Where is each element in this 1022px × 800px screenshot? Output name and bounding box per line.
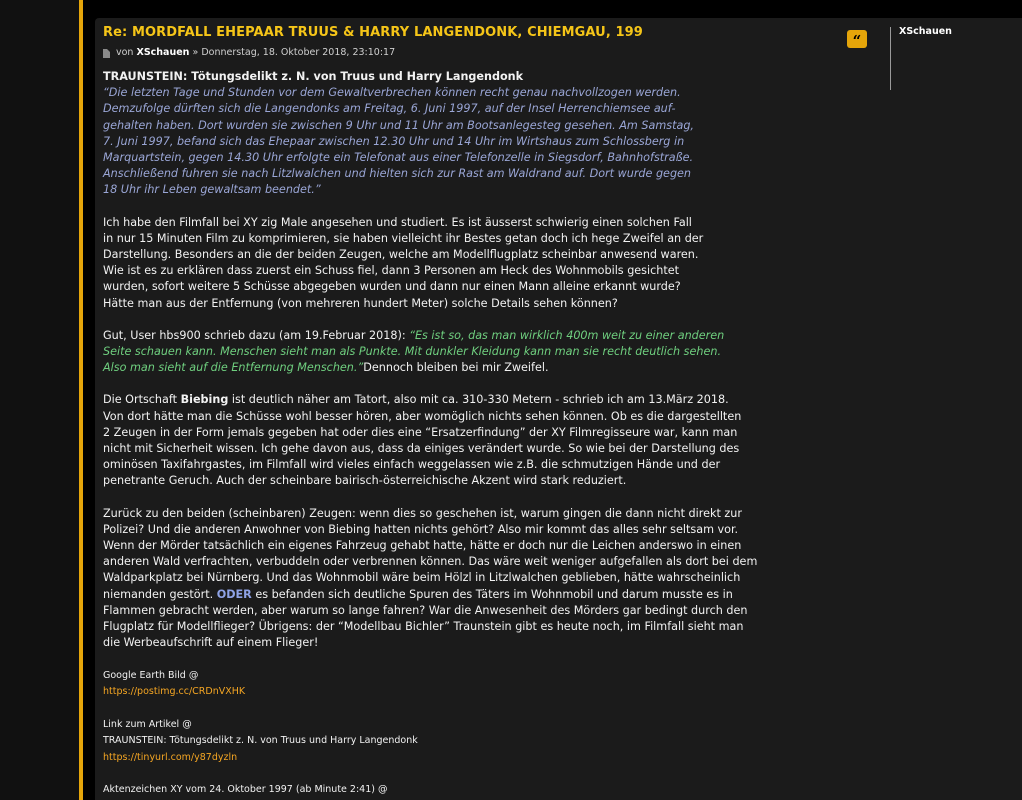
text-line: Wenn der Mörder tatsächlich ein eigenes Fahrzeug gehabt hatte, hätte er doch nur die Leichen anderswo in einen xyxy=(103,539,742,553)
bold-place: Biebing xyxy=(180,393,229,407)
post-title[interactable]: Re: MORDFALL EHEPAAR TRUUS & HARRY LANGENDONK, CHIEMGAU, 199 xyxy=(103,25,643,40)
content-heading: TRAUNSTEIN: Tötungsdelikt z. N. von Truus und Harry Langendonk xyxy=(103,70,524,83)
text-line: in nur 15 Minuten Film zu komprimieren, sie haben vielleicht ihr Bestes getan doch ich hege Zweifel an der xyxy=(103,231,704,245)
text-line: Von dort hätte man die Schüsse wohl besser hören, aber womöglich nichts sehen können. Ob es die dargestellten xyxy=(103,409,742,423)
text-line: Ich habe den Filmfall bei XY zig Male angesehen und studiert. Es ist äusserst schwierig einen solchen Fall xyxy=(103,215,692,229)
article-quote xyxy=(103,85,863,198)
text-line: Zurück zu den beiden (scheinbaren) Zeugen: wenn dies so geschehen ist, warum gingen die dann nicht direkt zur xyxy=(103,506,742,520)
post-content xyxy=(103,69,863,799)
profile-username[interactable]: XSchauen xyxy=(899,26,952,37)
oder-emphasis: ODER xyxy=(216,587,252,601)
left-margin xyxy=(0,0,79,800)
text-intro: Gut, User hbs900 schrieb dazu (am 19.Februar 2018): xyxy=(103,328,410,342)
article-label: Link zum Artikel @ xyxy=(103,718,192,730)
google-earth-label: Google Earth Bild @ xyxy=(103,669,199,681)
text-end: Dennoch bleiben bei mir Zweifel. xyxy=(363,361,549,375)
text-line: 2 Zeugen in der Form jemals gegeben hat oder dies eine “Ersatzerfindung” der XY Filmregisseure war, kann man xyxy=(103,425,738,439)
quote-line: Demzufolge dürften sich die Langendonks am Freitag, 6. Juni 1997, auf der Insel Herrenchiemsee auf- xyxy=(103,102,676,116)
post-author-line xyxy=(103,46,863,60)
text-rest: es befanden sich deutliche Spuren des Täters im Wohnmobil und darum musste es in xyxy=(251,587,733,601)
text-line: Polizei? Und die anderen Anwohner von Biebing hatten nichts gehört? Also mir kommt das alles sehr seltsam vor. xyxy=(103,522,739,536)
text-line: Flugplatz für Modellflieger? Übrigens: der “Modellbau Bichler” Traunstein gibt es heute noch, im Filmfall sieht man xyxy=(103,620,744,634)
text-line: anderen Wald verfrachten, verbuddeln oder verbrennen können. Das wäre weit weniger aufgefallen als dort bei dem xyxy=(103,555,758,569)
quote-icon[interactable]: “ xyxy=(847,30,867,48)
text-line: penetrante Geruch. Auch der scheinbare bairisch-österreichische Akzent wird stark reduziert. xyxy=(103,474,627,488)
author-prefix: von xyxy=(116,47,134,58)
article-link[interactable]: https://tinyurl.com/y87dyzln xyxy=(103,751,238,763)
post-icon xyxy=(103,49,110,58)
quote-line: Marquartstein, gegen 14.30 Uhr erfolgte ein Telefonat aus einer Telefonzelle in Siegsdorf, Bahnhofstraße. xyxy=(103,151,694,165)
user-quote: Seite schauen kann. Menschen sieht man als Punkte. Mit dunkler Kleidung kann man sie recht deutlich sehen. xyxy=(103,345,722,359)
quote-line: 7. Juni 1997, befand sich das Ehepaar zwischen 12.30 Uhr und 14 Uhr im Wirtshaus zum Schlossberg in xyxy=(103,134,685,148)
paragraph-2 xyxy=(103,328,863,377)
text-start: Die Ortschaft xyxy=(103,393,181,407)
user-quote: “Es ist so, das man wirklich 400m weit zu einer anderen xyxy=(409,328,725,342)
text-line: ominösen Taxifahrgastes, im Filmfall wird vieles einfach weggelassen wie z.B. die schmutzigen Hände und der xyxy=(103,458,721,472)
quote-line: Anschließend fuhren sie nach Litzlwalchen und hielten sich zur Rast am Waldrand auf. Dort wurde gegen xyxy=(103,167,692,181)
quote-line: “Die letzten Tage und Stunden vor dem Gewaltverbrechen können recht genau nachvollzogen werden. xyxy=(103,86,681,100)
text-start: niemanden gestört. xyxy=(103,587,217,601)
google-earth-link[interactable]: https://postimg.cc/CRDnVXHK xyxy=(103,686,246,697)
text-line: die Werbeaufschrift auf einem Flieger! xyxy=(103,636,319,650)
links-section xyxy=(103,668,863,799)
author-link[interactable]: XSchauen xyxy=(136,47,190,58)
profile-divider xyxy=(890,27,891,90)
paragraph-3 xyxy=(103,392,863,489)
text-line: Wie ist es zu erklären dass zuerst ein Schuss fiel, dann 3 Personen am Heck des Wohnmobils gesichtet xyxy=(103,264,680,278)
text-line: wurden, sofort weitere 5 Schüsse abgegeben wurden und dann nur einen Mann alleine erkannt wurde? xyxy=(103,280,681,294)
text-line: Flammen gebracht werden, aber warum so lange fahren? War die Anwesenheit des Mörders gar bedingt durch den xyxy=(103,603,748,617)
quote-line: gehalten haben. Dort wurden sie zwischen 9 Uhr und 11 Uhr am Bootsanlegesteg gesehen. Am Samstag, xyxy=(103,118,694,132)
user-quote: Also man sieht auf die Entfernung Menschen.” xyxy=(103,361,364,375)
text-line: Hätte man aus der Entfernung (von mehreren hundert Meter) solche Details sehen können? xyxy=(103,296,618,310)
quote-line: 18 Uhr ihr Leben gewaltsam beendet.” xyxy=(103,183,321,197)
post-date: » Donnerstag, 18. Oktober 2018, 23:10:17 xyxy=(192,47,396,58)
text-line: Darstellung. Besonders an die der beiden Zeugen, welche am Modellflugplatz scheinbar anwesend waren. xyxy=(103,248,699,262)
text-line: nicht mit Sicherheit wissen. Ich gehe davon aus, dass da einiges verändert wurde. So wie bei der Darstellung des xyxy=(103,442,740,456)
forum-post xyxy=(95,18,1022,800)
aktenzeichen-label: Aktenzeichen XY vom 24. Oktober 1997 (ab Minute 2:41) @ xyxy=(103,784,388,795)
post-accent-bar xyxy=(79,0,83,800)
paragraph-1 xyxy=(103,215,863,312)
article-title: TRAUNSTEIN: Tötungsdelikt z. N. von Truus und Harry Langendonk xyxy=(103,735,418,746)
paragraph-4 xyxy=(103,506,863,652)
post-body xyxy=(103,24,863,799)
text-rest: ist deutlich näher am Tatort, also mit ca. 310-330 Metern - schrieb ich am 13.März 2018. xyxy=(228,393,729,407)
text-line: Waldparkplatz bei Nürnberg. Und das Wohnmobil wäre beim Hölzl in Litzlwalchen geblieben, hätte wahrscheinlich xyxy=(103,571,741,585)
